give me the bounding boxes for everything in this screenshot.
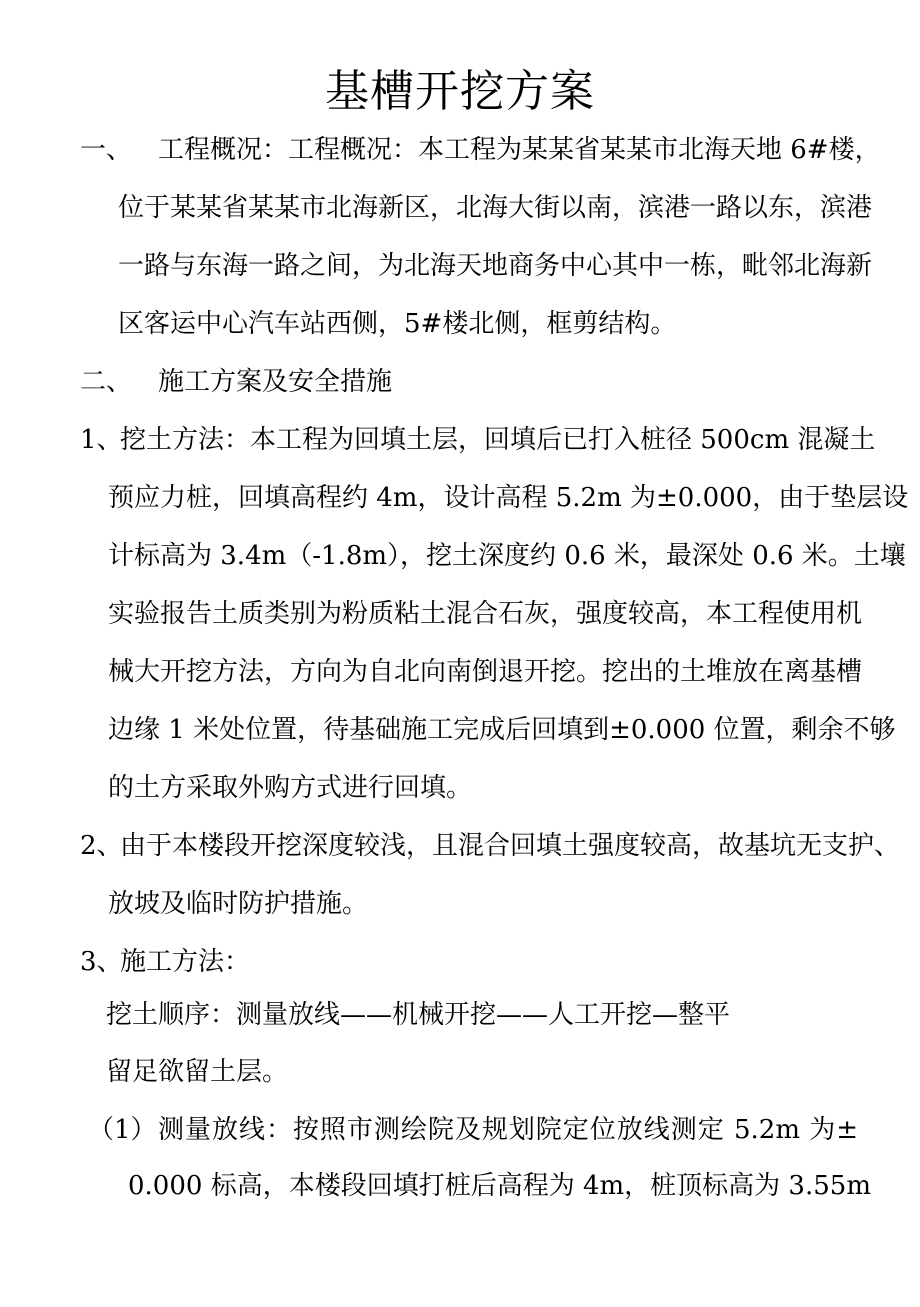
- item-1-line-3: 计标高为 3.4m（-1.8m），挖土深度约 0.6 米，最深处 0.6 米。土壤: [108, 541, 906, 571]
- item-3-line-2: 留足欲留土层。: [106, 1057, 289, 1087]
- section-1-line-4: 区客运中心汽车站西侧，5#楼北侧，框剪结构。: [118, 309, 677, 339]
- item-1-number: 1、: [80, 425, 123, 455]
- item-3-heading: 施工方法：: [120, 947, 251, 977]
- item-1-line-7: 的土方采取外购方式进行回填。: [108, 773, 473, 803]
- sub-1-line-1: 测量放线：按照市测绘院及规划院定位放线测定 5.2m 为±: [158, 1115, 858, 1145]
- sub-1-number: （1）: [88, 1115, 157, 1145]
- item-2-number: 2、: [80, 831, 123, 861]
- sub-1-line-2: 0.000 标高，本楼段回填打桩后高程为 4m，桩顶标高为 3.55m: [128, 1171, 871, 1201]
- section-1-line-2: 位于某某省某某市北海新区，北海大街以南，滨港一路以东，滨港: [118, 193, 873, 223]
- item-1-line-2: 预应力桩，回填高程约 4m，设计高程 5.2m 为±0.000，由于垫层设: [108, 483, 909, 513]
- document-title: 基槽开挖方案: [325, 66, 595, 117]
- section-2-heading: 施工方案及安全措施: [158, 367, 393, 397]
- item-1-line-5: 械大开挖方法，方向为自北向南倒退开挖。挖出的土堆放在离基槽: [108, 657, 863, 687]
- item-1-line-4: 实验报告土质类别为粉质粘土混合石灰，强度较高，本工程使用机: [108, 599, 863, 629]
- section-2-number: 二、: [80, 367, 133, 397]
- section-1-line-1: 工程概况：工程概况：本工程为某某省某某市北海天地 6#楼，: [158, 135, 881, 165]
- item-1-line-6: 边缘 1 米处位置，待基础施工完成后回填到±0.000 位置，剩余不够: [108, 715, 896, 745]
- item-3-line-1: 挖土顺序：测量放线——机械开挖——人工开挖—整平: [106, 1000, 731, 1030]
- item-2-line-1: 由于本楼段开挖深度较浅，且混合回填土强度较高，故基坑无支护、: [120, 831, 901, 861]
- item-1-line-1: 挖土方法：本工程为回填土层，回填后已打入桩径 500cm 混凝土: [120, 425, 876, 455]
- item-3-number: 3、: [80, 947, 123, 977]
- item-2-line-2: 放坡及临时防护措施。: [108, 889, 369, 919]
- section-1-line-3: 一路与东海一路之间，为北海天地商务中心其中一栋，毗邻北海新: [118, 251, 873, 281]
- section-1-number: 一、: [80, 135, 133, 165]
